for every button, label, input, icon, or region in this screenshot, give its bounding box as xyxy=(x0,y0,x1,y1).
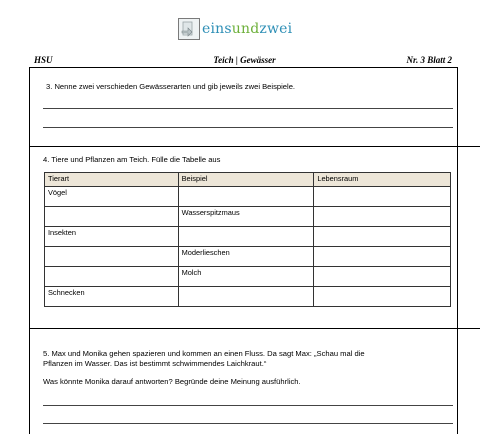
table-row xyxy=(45,267,451,287)
section-divider xyxy=(29,146,480,147)
logo xyxy=(178,14,292,44)
table-row xyxy=(45,187,451,207)
table-cell: Moderlieschen xyxy=(178,247,314,267)
question-3: 3. Nenne zwei verschieden Gewässerarten und gib jeweils zwei Beispiele. xyxy=(46,82,296,91)
logo-text: einsundzwei xyxy=(202,21,293,37)
header-divider xyxy=(29,67,457,68)
answer-line xyxy=(43,423,453,424)
table-cell[interactable] xyxy=(314,267,451,287)
table-row xyxy=(45,227,451,247)
question-5-line-2: Pflanzen im Wasser. Das ist bestimmt schwimmendes Laichkraut.“ xyxy=(43,359,267,368)
answer-line xyxy=(43,405,453,406)
table-cell: Molch xyxy=(178,267,314,287)
table-cell: Wasserspitzmaus xyxy=(178,207,314,227)
answer-line xyxy=(43,108,453,109)
table-cell[interactable] xyxy=(178,287,314,307)
frame-left-border xyxy=(29,67,30,434)
question-5-prompt: Was könnte Monika darauf antworten? Begründe deine Meinung ausführlich. xyxy=(43,377,301,386)
table-cell: Insekten xyxy=(45,227,179,247)
table-cell[interactable] xyxy=(178,187,314,207)
table-row xyxy=(45,247,451,267)
logo-icon xyxy=(178,18,200,40)
answer-line xyxy=(43,127,453,128)
table-cell[interactable] xyxy=(314,227,451,247)
section-divider xyxy=(29,328,480,329)
animals-table xyxy=(44,172,451,307)
question-5-line-1: 5. Max und Monika gehen spazieren und kommen an einen Fluss. Da sagt Max: „Schau mal die xyxy=(43,349,365,358)
table-cell[interactable] xyxy=(45,207,179,227)
table-cell[interactable] xyxy=(314,247,451,267)
table-cell: Schnecken xyxy=(45,287,179,307)
table-row xyxy=(45,207,451,227)
question-4: 4. Tiere und Pflanzen am Teich. Fülle die Tabelle aus xyxy=(43,155,221,164)
sheet-number: Nr. 3 Blatt 2 xyxy=(406,55,452,65)
column-header-lebensraum: Lebensraum xyxy=(314,173,451,187)
table-cell[interactable] xyxy=(314,207,451,227)
table-cell[interactable] xyxy=(178,227,314,247)
table-cell[interactable] xyxy=(45,247,179,267)
subject-label: HSU xyxy=(34,55,53,65)
table-cell[interactable] xyxy=(314,287,451,307)
table-cell[interactable] xyxy=(45,267,179,287)
column-header-tierart: Tierart xyxy=(45,173,179,187)
topic-title: Teich | Gewässer xyxy=(213,55,276,65)
table-cell: Vögel xyxy=(45,187,179,207)
table-header-row xyxy=(45,173,451,187)
frame-right-border xyxy=(457,67,458,434)
table-cell[interactable] xyxy=(314,187,451,207)
table-row xyxy=(45,287,451,307)
worksheet-header xyxy=(31,55,458,67)
column-header-beispiel: Beispiel xyxy=(178,173,314,187)
